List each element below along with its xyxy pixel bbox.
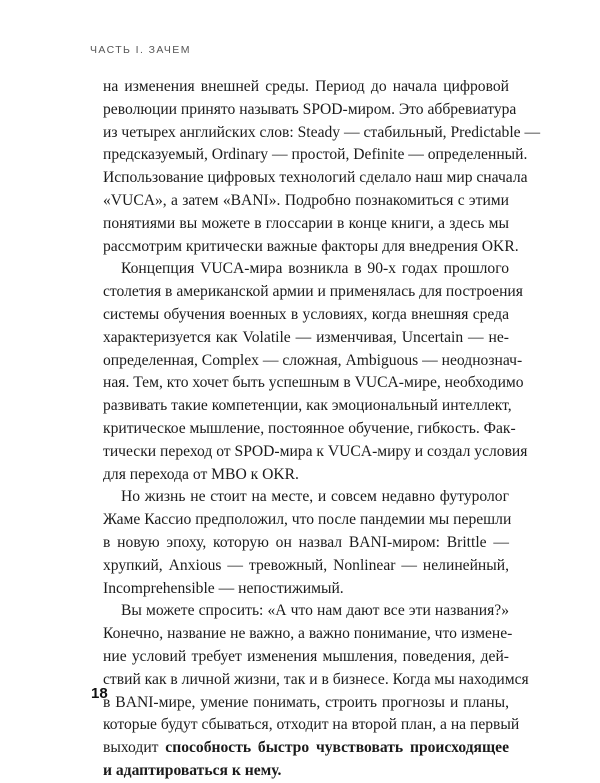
text-line: Вы можете спросить: «А что нам дают все эти названия?» xyxy=(121,602,509,620)
text-line: в BANI-мире, умение понимать, строить прогнозы и планы, xyxy=(103,693,509,711)
body-text xyxy=(103,76,541,783)
text-line: предсказуемый, Ordinary — простой, Definite — определенный. xyxy=(103,146,528,164)
text-line: определенная, Complex — сложная, Ambiguous — неоднознач- xyxy=(103,351,523,369)
text-line: для перехода от MBO к OKR. xyxy=(103,465,299,483)
paragraph xyxy=(103,258,528,486)
text-line: ная. Тем, кто хочет быть успешным в VUCA-мире, необходимо xyxy=(103,374,524,392)
text-line: на изменения внешней среды. Период до начала цифровой xyxy=(103,78,509,95)
text-line: столетия в американской армии и применялась для построения xyxy=(103,283,523,301)
text-line: хрупкий, Anxious — тревожный, Nonlinear — нелинейный, xyxy=(103,556,509,574)
text-line: в новую эпоху, которую он назвал BANI-миром: Brittle — xyxy=(103,533,509,551)
text-line: тически переход от SPOD-мира к VUCA-миру и создал условия xyxy=(103,442,528,460)
paragraph xyxy=(103,76,541,258)
emphasis-text: и адаптироваться к нему. xyxy=(103,761,282,779)
text-line: Конечно, название не важно, а важно понимание, что измене- xyxy=(103,625,513,643)
text-line: Но жизнь не стоит на месте, и совсем недавно футуролог xyxy=(121,488,509,506)
text-line: Incomprehensible — непостижимый. xyxy=(103,579,344,597)
text-line: системы обучения военных в условиях, когда внешняя среда xyxy=(103,305,509,323)
text-line: ствий как в личной жизни, так и в бизнесе. Когда мы находимся xyxy=(103,670,529,688)
text-line: характеризуется как Volatile — изменчивая, Uncertain — не- xyxy=(103,328,509,346)
emphasis-text: способность быстро чувствовать происходящее xyxy=(165,739,510,757)
text-line: развивать такие компетенции, как эмоциональный интеллект, xyxy=(103,397,512,415)
text-line: которые будут сбываться, отходит на второй план, а на первый xyxy=(103,716,520,734)
text-line: из четырех английских слов: Steady — стабильный, Predictable — xyxy=(103,123,541,141)
running-head: ЧАСТЬ I. ЗАЧЕМ xyxy=(90,44,191,56)
paragraph xyxy=(103,486,512,600)
page-number: 18 xyxy=(91,685,108,702)
text-line: Концепция VUCA-мира возникла в 90-х годах прошлого xyxy=(121,260,509,278)
text-line: Жаме Кассио предположил, что после пандемии мы перешли xyxy=(103,511,512,529)
text-line: ние условий требует изменения мышления, поведения, дей- xyxy=(103,647,509,665)
text-line: критическое мышление, постоянное обучение, гибкость. Фак- xyxy=(103,419,516,437)
text-line: революции принято называть SPOD-миром. Это аббревиатура xyxy=(103,100,517,118)
text-line: понятиями вы можете в глоссарии в конце книги, а здесь мы xyxy=(103,214,509,232)
text-line: рассмотрим критически важные факторы для внедрения OKR. xyxy=(103,237,519,255)
text-line: Использование цифровых технологий сделало наш мир сначала xyxy=(103,169,528,187)
text-line-mixed xyxy=(103,737,509,760)
paragraph xyxy=(103,600,529,782)
text-line: «VUCA», а затем «BANI». Подробно познакомиться с этими xyxy=(103,191,509,209)
text-run: выходит xyxy=(103,739,166,757)
text-line xyxy=(103,760,509,783)
